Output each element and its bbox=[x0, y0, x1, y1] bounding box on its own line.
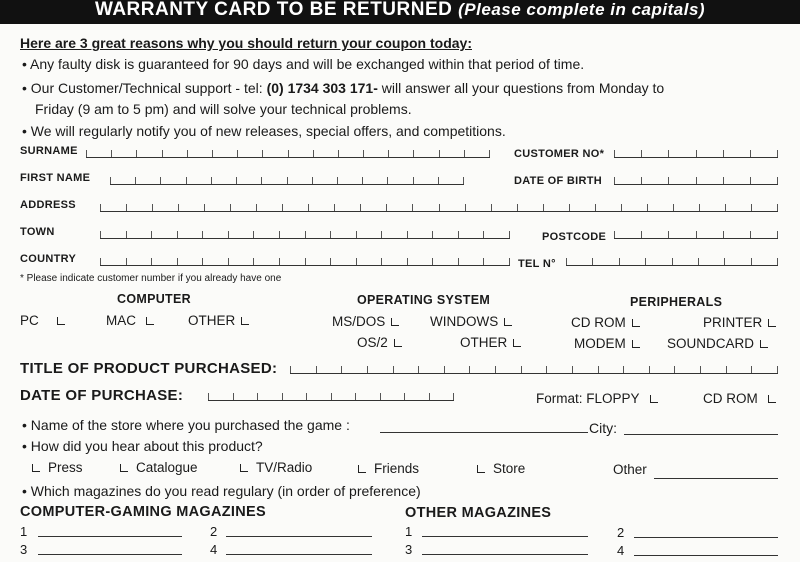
cdrom-checkbox[interactable] bbox=[632, 319, 640, 327]
box-tick bbox=[751, 258, 752, 265]
box-tick bbox=[288, 150, 289, 157]
purchase-date-field[interactable] bbox=[208, 390, 454, 401]
option-os2-label: OS/2 bbox=[357, 335, 388, 350]
box-tick bbox=[407, 258, 408, 265]
box-tick bbox=[777, 204, 778, 211]
box-tick bbox=[151, 258, 152, 265]
gaming-num-2: 2 bbox=[210, 524, 218, 539]
box-tick bbox=[111, 150, 112, 157]
gaming-mag-1-field[interactable] bbox=[38, 535, 182, 537]
other-num-1: 1 bbox=[405, 524, 413, 539]
box-tick bbox=[723, 231, 724, 238]
surname-label: SURNAME bbox=[20, 145, 78, 157]
box-tick bbox=[726, 366, 727, 373]
box-tick bbox=[668, 177, 669, 184]
intro-bullet-3: • We will regularly notify you of new releases, special offers, and competitions. bbox=[22, 123, 506, 139]
windows-checkbox[interactable] bbox=[504, 318, 512, 326]
box-tick bbox=[439, 150, 440, 157]
box-tick bbox=[777, 366, 778, 373]
box-tick bbox=[355, 393, 356, 400]
postcode-field[interactable] bbox=[614, 228, 778, 239]
box-tick bbox=[381, 231, 382, 238]
box-tick bbox=[100, 204, 101, 211]
box-tick bbox=[698, 258, 699, 265]
box-tick bbox=[388, 150, 389, 157]
box-tick bbox=[668, 231, 669, 238]
box-tick bbox=[290, 366, 291, 373]
date-of-birth-field[interactable] bbox=[614, 174, 778, 185]
box-tick bbox=[237, 150, 238, 157]
box-tick bbox=[135, 177, 136, 184]
box-tick bbox=[362, 177, 363, 184]
first-name-label: FIRST NAME bbox=[20, 172, 91, 184]
option-cdrom[interactable] bbox=[571, 315, 640, 330]
box-tick bbox=[469, 366, 470, 373]
option-pc[interactable] bbox=[20, 313, 65, 328]
box-tick bbox=[136, 150, 137, 157]
box-tick bbox=[723, 177, 724, 184]
box-tick bbox=[202, 258, 203, 265]
town-label: TOWN bbox=[20, 226, 55, 238]
box-tick bbox=[641, 231, 642, 238]
box-tick bbox=[750, 150, 751, 157]
box-tick bbox=[100, 258, 101, 265]
other-mag-1-field[interactable] bbox=[422, 535, 588, 537]
intro-bullet-2-cont: Friday (9 am to 5 pm) and will solve your technical problems. bbox=[35, 101, 412, 117]
box-tick bbox=[418, 366, 419, 373]
box-tick bbox=[491, 204, 492, 211]
first-name-field[interactable] bbox=[110, 174, 464, 185]
town-field[interactable] bbox=[100, 228, 510, 239]
box-tick bbox=[463, 177, 464, 184]
box-tick bbox=[751, 366, 752, 373]
other-mag-3-field[interactable] bbox=[422, 553, 588, 555]
hear-press-label: Press bbox=[48, 460, 83, 475]
box-tick bbox=[228, 231, 229, 238]
box-tick bbox=[751, 204, 752, 211]
box-tick bbox=[404, 393, 405, 400]
customer-no-field[interactable] bbox=[614, 147, 778, 158]
box-tick bbox=[696, 231, 697, 238]
box-tick bbox=[668, 150, 669, 157]
tvradio-checkbox[interactable] bbox=[240, 464, 248, 472]
box-tick bbox=[672, 258, 673, 265]
box-tick bbox=[495, 366, 496, 373]
box-tick bbox=[623, 366, 624, 373]
box-tick bbox=[407, 231, 408, 238]
box-tick bbox=[312, 177, 313, 184]
option-windows[interactable] bbox=[430, 314, 512, 329]
box-tick bbox=[152, 204, 153, 211]
computer-title: COMPUTER bbox=[117, 292, 191, 306]
box-tick bbox=[305, 258, 306, 265]
box-tick bbox=[724, 258, 725, 265]
format-cdrom-label: CD ROM bbox=[703, 391, 758, 406]
format-floppy-label: Format: FLOPPY bbox=[536, 391, 640, 406]
gaming-num-1: 1 bbox=[20, 524, 28, 539]
computer-other-checkbox[interactable] bbox=[241, 317, 249, 325]
box-tick bbox=[341, 366, 342, 373]
box-tick bbox=[509, 231, 510, 238]
option-soundcard-label: SOUNDCARD bbox=[667, 336, 755, 351]
box-tick bbox=[592, 258, 593, 265]
product-title-label: TITLE OF PRODUCT PURCHASED: bbox=[20, 360, 278, 377]
box-tick bbox=[204, 204, 205, 211]
tel-field[interactable] bbox=[566, 255, 778, 266]
printer-checkbox[interactable] bbox=[768, 319, 776, 327]
friends-checkbox[interactable] bbox=[358, 465, 366, 473]
date-of-birth-label: DATE OF BIRTH bbox=[514, 175, 603, 187]
os-title: OPERATING SYSTEM bbox=[357, 293, 491, 307]
country-field[interactable] bbox=[100, 255, 510, 266]
box-tick bbox=[178, 204, 179, 211]
box-tick bbox=[305, 231, 306, 238]
option-msdos-label: MS/DOS bbox=[332, 314, 386, 329]
box-tick bbox=[211, 177, 212, 184]
box-tick bbox=[187, 150, 188, 157]
box-tick bbox=[380, 393, 381, 400]
box-tick bbox=[572, 366, 573, 373]
hear-press[interactable] bbox=[32, 460, 83, 475]
box-tick bbox=[614, 150, 615, 157]
country-label: COUNTRY bbox=[20, 253, 77, 265]
gaming-num-3: 3 bbox=[20, 542, 28, 557]
box-tick bbox=[673, 204, 674, 211]
box-tick bbox=[641, 150, 642, 157]
customer-no-label: CUSTOMER NO* bbox=[514, 148, 605, 160]
msdos-checkbox[interactable] bbox=[391, 318, 399, 326]
box-tick bbox=[387, 177, 388, 184]
card-header bbox=[0, 0, 800, 24]
box-tick bbox=[483, 258, 484, 265]
box-tick bbox=[438, 177, 439, 184]
box-tick bbox=[777, 177, 778, 184]
box-tick bbox=[338, 150, 339, 157]
box-tick bbox=[126, 204, 127, 211]
support-phone: (0) 1734 303 171- bbox=[266, 80, 378, 96]
box-tick bbox=[257, 393, 258, 400]
catalogue-checkbox[interactable] bbox=[120, 464, 128, 472]
box-tick bbox=[489, 150, 490, 157]
box-tick bbox=[619, 258, 620, 265]
magazines-question: • Which magazines do you read regulary (in order of preference) bbox=[22, 483, 421, 499]
box-tick bbox=[367, 366, 368, 373]
box-tick bbox=[465, 204, 466, 211]
option-soundcard[interactable] bbox=[667, 336, 768, 351]
box-tick bbox=[186, 177, 187, 184]
gaming-num-4: 4 bbox=[210, 542, 218, 557]
modem-checkbox[interactable] bbox=[632, 340, 640, 348]
box-tick bbox=[110, 177, 111, 184]
store-question: • Name of the store where you purchased the game : bbox=[22, 417, 350, 433]
option-printer[interactable] bbox=[703, 315, 776, 330]
hear-other-field[interactable] bbox=[654, 477, 778, 479]
mac-checkbox[interactable] bbox=[146, 317, 154, 325]
option-modem-label: MODEM bbox=[574, 336, 626, 351]
box-tick bbox=[725, 204, 726, 211]
intro-bullet-1: • Any faulty disk is guaranteed for 90 days and will be exchanged within that period of time. bbox=[22, 56, 585, 72]
box-tick bbox=[261, 177, 262, 184]
hear-catalogue-label: Catalogue bbox=[136, 460, 198, 475]
box-tick bbox=[308, 204, 309, 211]
other-num-2: 2 bbox=[617, 525, 625, 540]
box-tick bbox=[649, 366, 650, 373]
box-tick bbox=[444, 366, 445, 373]
option-computer-other-label: OTHER bbox=[188, 313, 236, 328]
box-tick bbox=[750, 231, 751, 238]
box-tick bbox=[777, 231, 778, 238]
box-tick bbox=[126, 258, 127, 265]
purchase-date-label: DATE OF PURCHASE: bbox=[20, 387, 184, 404]
box-tick bbox=[614, 177, 615, 184]
box-tick bbox=[202, 231, 203, 238]
product-title-field[interactable] bbox=[290, 363, 778, 374]
box-tick bbox=[306, 393, 307, 400]
box-tick bbox=[439, 204, 440, 211]
gaming-mag-2-field[interactable] bbox=[226, 535, 372, 537]
box-tick bbox=[256, 204, 257, 211]
box-tick bbox=[509, 258, 510, 265]
box-tick bbox=[413, 150, 414, 157]
option-msdos[interactable] bbox=[332, 314, 399, 329]
box-tick bbox=[453, 393, 454, 400]
box-tick bbox=[360, 204, 361, 211]
box-tick bbox=[160, 177, 161, 184]
box-tick bbox=[262, 150, 263, 157]
box-tick bbox=[337, 177, 338, 184]
box-tick bbox=[432, 231, 433, 238]
box-tick bbox=[641, 177, 642, 184]
option-os-other[interactable] bbox=[460, 335, 521, 350]
box-tick bbox=[177, 231, 178, 238]
tel-label: TEL N° bbox=[518, 258, 556, 270]
box-tick bbox=[356, 231, 357, 238]
option-computer-other[interactable] bbox=[188, 313, 249, 328]
support-text: • Our Customer/Technical support - tel: bbox=[22, 80, 263, 96]
box-tick bbox=[316, 366, 317, 373]
gaming-magazines-title: COMPUTER-GAMING MAGAZINES bbox=[20, 504, 266, 520]
hear-question: • How did you hear about this product? bbox=[22, 438, 263, 454]
box-tick bbox=[569, 204, 570, 211]
header-subtitle: (Please complete in capitals) bbox=[458, 0, 706, 19]
gaming-mag-3-field[interactable] bbox=[38, 553, 182, 555]
box-tick bbox=[386, 204, 387, 211]
box-tick bbox=[546, 366, 547, 373]
box-tick bbox=[230, 204, 231, 211]
box-tick bbox=[483, 231, 484, 238]
option-modem[interactable] bbox=[574, 336, 640, 351]
format-cdrom-checkbox[interactable] bbox=[768, 395, 776, 403]
os-other-checkbox[interactable] bbox=[513, 339, 521, 347]
box-tick bbox=[282, 204, 283, 211]
option-pc-label: PC bbox=[20, 313, 39, 328]
peripherals-title: PERIPHERALS bbox=[630, 295, 723, 309]
box-tick bbox=[282, 393, 283, 400]
box-tick bbox=[723, 150, 724, 157]
box-tick bbox=[279, 231, 280, 238]
box-tick bbox=[750, 177, 751, 184]
support-text-cont: will answer all your questions from Monday to bbox=[381, 80, 665, 96]
option-windows-label: WINDOWS bbox=[430, 314, 499, 329]
pc-checkbox[interactable] bbox=[57, 317, 65, 325]
box-tick bbox=[458, 258, 459, 265]
hear-store[interactable] bbox=[477, 461, 525, 476]
header-title: WARRANTY CARD TO BE RETURNED bbox=[94, 0, 453, 20]
box-tick bbox=[700, 366, 701, 373]
box-tick bbox=[674, 366, 675, 373]
box-tick bbox=[330, 258, 331, 265]
customer-number-note: * Please indicate customer number if you already have one bbox=[20, 273, 282, 284]
address-field[interactable] bbox=[100, 201, 778, 212]
hear-catalogue[interactable] bbox=[120, 460, 198, 475]
box-tick bbox=[598, 366, 599, 373]
box-tick bbox=[543, 204, 544, 211]
soundcard-checkbox[interactable] bbox=[760, 340, 768, 348]
box-tick bbox=[330, 231, 331, 238]
box-tick bbox=[566, 258, 567, 265]
box-tick bbox=[233, 393, 234, 400]
box-tick bbox=[313, 150, 314, 157]
box-tick bbox=[458, 231, 459, 238]
option-os2[interactable] bbox=[357, 335, 402, 350]
box-tick bbox=[126, 231, 127, 238]
surname-field[interactable] bbox=[86, 147, 490, 158]
other-num-3: 3 bbox=[405, 542, 413, 557]
format-floppy[interactable] bbox=[536, 391, 658, 406]
option-cdrom-label: CD ROM bbox=[571, 315, 626, 330]
other-num-4: 4 bbox=[617, 543, 625, 558]
store-field[interactable] bbox=[380, 431, 588, 433]
intro-heading: Here are 3 great reasons why you should return your coupon today: bbox=[20, 35, 472, 51]
box-tick bbox=[595, 204, 596, 211]
box-tick bbox=[363, 150, 364, 157]
option-mac[interactable] bbox=[106, 313, 154, 328]
city-label: City: bbox=[589, 420, 617, 436]
box-tick bbox=[413, 177, 414, 184]
box-tick bbox=[208, 393, 209, 400]
option-os-other-label: OTHER bbox=[460, 335, 508, 350]
other-magazines-title: OTHER MAGAZINES bbox=[405, 505, 552, 521]
box-tick bbox=[279, 258, 280, 265]
box-tick bbox=[334, 204, 335, 211]
box-tick bbox=[393, 366, 394, 373]
address-label: ADDRESS bbox=[20, 199, 76, 211]
box-tick bbox=[100, 231, 101, 238]
box-tick bbox=[429, 393, 430, 400]
box-tick bbox=[356, 258, 357, 265]
option-printer-label: PRINTER bbox=[703, 315, 763, 330]
box-tick bbox=[177, 258, 178, 265]
box-tick bbox=[777, 258, 778, 265]
box-tick bbox=[253, 258, 254, 265]
box-tick bbox=[331, 393, 332, 400]
box-tick bbox=[696, 150, 697, 157]
box-tick bbox=[621, 204, 622, 211]
box-tick bbox=[696, 177, 697, 184]
box-tick bbox=[645, 258, 646, 265]
box-tick bbox=[381, 258, 382, 265]
box-tick bbox=[236, 177, 237, 184]
box-tick bbox=[699, 204, 700, 211]
option-mac-label: MAC bbox=[106, 313, 136, 328]
box-tick bbox=[212, 150, 213, 157]
hear-friends-label: Friends bbox=[374, 461, 420, 476]
box-tick bbox=[86, 150, 87, 157]
intro-bullet-2 bbox=[22, 80, 664, 96]
other-mag-4-field[interactable] bbox=[634, 554, 778, 556]
box-tick bbox=[432, 258, 433, 265]
store-checkbox[interactable] bbox=[477, 465, 485, 473]
hear-other-label: Other bbox=[613, 462, 647, 477]
box-tick bbox=[517, 204, 518, 211]
press-checkbox[interactable] bbox=[32, 464, 40, 472]
hear-tvradio-label: TV/Radio bbox=[256, 460, 313, 475]
postcode-label: POSTCODE bbox=[542, 231, 607, 243]
floppy-checkbox[interactable] bbox=[650, 395, 658, 403]
box-tick bbox=[412, 204, 413, 211]
hear-tvradio[interactable] bbox=[240, 460, 312, 475]
box-tick bbox=[777, 150, 778, 157]
hear-friends[interactable] bbox=[358, 461, 419, 476]
box-tick bbox=[287, 177, 288, 184]
box-tick bbox=[162, 150, 163, 157]
box-tick bbox=[228, 258, 229, 265]
other-mag-2-field[interactable] bbox=[634, 536, 778, 538]
gaming-mag-4-field[interactable] bbox=[226, 553, 372, 555]
box-tick bbox=[614, 231, 615, 238]
box-tick bbox=[151, 231, 152, 238]
hear-store-label: Store bbox=[493, 461, 526, 476]
city-field[interactable] bbox=[624, 433, 778, 435]
box-tick bbox=[521, 366, 522, 373]
box-tick bbox=[253, 231, 254, 238]
format-cdrom[interactable] bbox=[703, 391, 776, 406]
box-tick bbox=[464, 150, 465, 157]
box-tick bbox=[647, 204, 648, 211]
os2-checkbox[interactable] bbox=[394, 339, 402, 347]
